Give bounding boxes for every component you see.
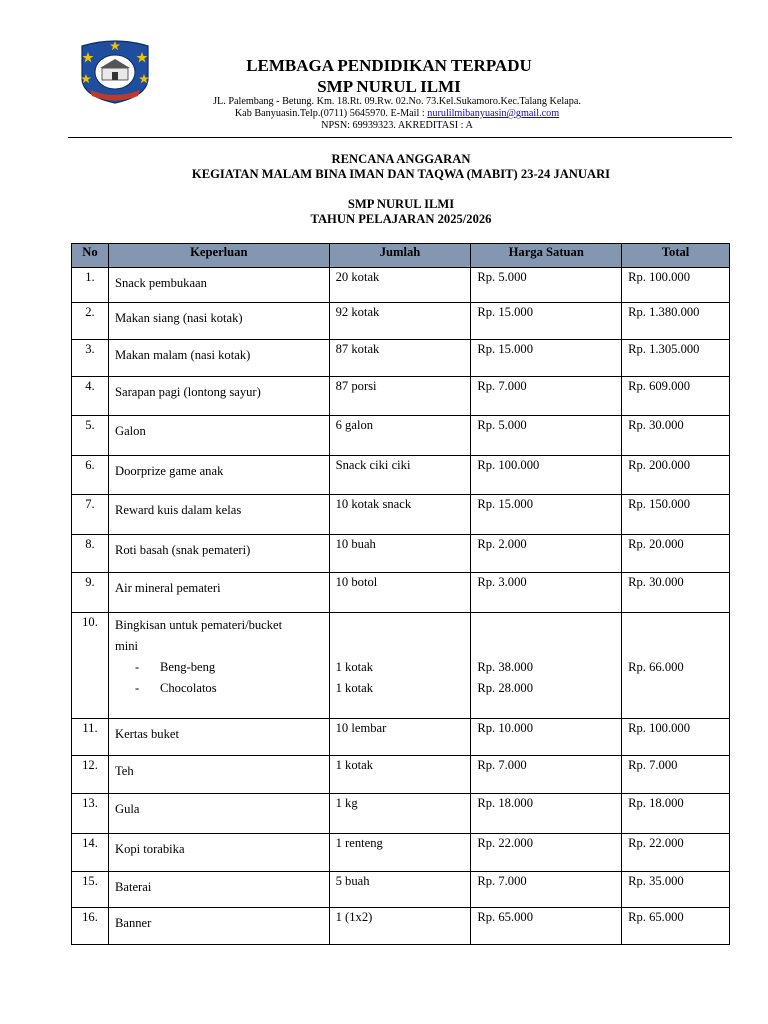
cell-no: 8.	[72, 535, 109, 573]
cell-no: 16.	[72, 908, 109, 945]
cell-keperluan	[108, 756, 329, 794]
cell-no: 9.	[72, 573, 109, 613]
cell-jumlah	[329, 613, 471, 719]
cell-harga-satuan: Rp. 3.000	[471, 573, 622, 613]
row10-sub-item-2	[115, 678, 323, 699]
school-name: SMP NURUL ILMI	[317, 77, 461, 96]
cell-keperluan-text: Banner	[114, 916, 152, 930]
cell-keperluan	[108, 340, 329, 377]
cell-keperluan	[108, 377, 329, 416]
table-row	[72, 377, 730, 416]
header-harga-satuan: Harga Satuan	[471, 244, 622, 268]
cell-jumlah: 6 galon	[329, 416, 471, 456]
cell-keperluan-text: Doorprize game anak	[114, 464, 224, 478]
cell-jumlah: 10 buah	[329, 535, 471, 573]
header-no: No	[72, 244, 109, 268]
address-line-3: NPSN: 69939323. AKREDITASI : A	[321, 120, 473, 131]
document-school: SMP NURUL ILMI	[347, 197, 455, 211]
cell-no: 5.	[72, 416, 109, 456]
address-line-1: JL. Palembang - Betung. Km. 18.Rt. 09.Rw. 02.No. 73.Kel.Sukamoro.Kec.Talang Kelapa.	[213, 96, 581, 107]
cell-jumlah: 1 kg	[329, 794, 471, 834]
cell-harga-satuan	[471, 613, 622, 719]
cell-total: Rp. 609.000	[622, 377, 730, 416]
cell-no: 3.	[72, 340, 109, 377]
table-row	[72, 872, 730, 908]
row10-sub-item-1	[115, 657, 323, 678]
table-row	[72, 268, 730, 303]
cell-harga-satuan: Rp. 7.000	[471, 756, 622, 794]
dash-bullet: -	[134, 660, 140, 674]
row10-sub-qty-1: 1 kotak	[335, 660, 374, 674]
budget-table	[71, 243, 730, 945]
table-body-top	[72, 268, 730, 613]
cell-jumlah: 1 renteng	[329, 834, 471, 872]
cell-total: Rp. 7.000	[622, 756, 730, 794]
table-row	[72, 535, 730, 573]
cell-keperluan-text: Snack pembukaan	[114, 276, 207, 290]
table-row	[72, 456, 730, 495]
cell-keperluan-text: Roti basah (snak pemateri)	[114, 543, 251, 557]
cell-no: 10.	[72, 613, 109, 719]
school-crest-icon	[74, 38, 156, 104]
cell-keperluan-text: Sarapan pagi (lontong sayur)	[114, 385, 261, 399]
cell-harga-satuan: Rp. 5.000	[471, 268, 622, 303]
cell-jumlah: 20 kotak	[329, 268, 471, 303]
cell-keperluan	[108, 268, 329, 303]
cell-harga-satuan: Rp. 2.000	[471, 535, 622, 573]
cell-no: 4.	[72, 377, 109, 416]
cell-no: 13.	[72, 794, 109, 834]
cell-jumlah: 87 kotak	[329, 340, 471, 377]
cell-harga-satuan: Rp. 15.000	[471, 495, 622, 535]
table-row	[72, 908, 730, 945]
cell-no: 6.	[72, 456, 109, 495]
cell-jumlah: 10 kotak snack	[329, 495, 471, 535]
cell-keperluan-text: Kopi torabika	[114, 842, 185, 856]
letterhead	[0, 0, 768, 140]
cell-jumlah: 5 buah	[329, 872, 471, 908]
table-row	[72, 756, 730, 794]
document-year: TAHUN PELAJARAN 2025/2026	[310, 212, 492, 226]
table-row	[72, 834, 730, 872]
cell-total: Rp. 18.000	[622, 794, 730, 834]
cell-total: Rp. 20.000	[622, 535, 730, 573]
document-subtitle: KEGIATAN MALAM BINA IMAN DAN TAQWA (MABIT) 23-24 JANUARI	[191, 167, 611, 181]
cell-total: Rp. 100.000	[622, 268, 730, 303]
row10-desc-line1: Bingkisan untuk pemateri/bucket	[114, 618, 283, 632]
cell-keperluan-text: Reward kuis dalam kelas	[114, 503, 242, 517]
cell-keperluan	[108, 908, 329, 945]
row10-sub-price-2: Rp. 28.000	[477, 681, 533, 695]
letterhead-divider	[68, 137, 732, 138]
cell-jumlah: Snack ciki ciki	[329, 456, 471, 495]
table-body-row10	[72, 613, 730, 719]
cell-keperluan	[108, 719, 329, 756]
header-keperluan: Keperluan	[108, 244, 329, 268]
cell-total: Rp. 100.000	[622, 719, 730, 756]
document-title: RENCANA ANGGARAN	[331, 152, 471, 166]
cell-total	[622, 613, 730, 719]
cell-harga-satuan: Rp. 15.000	[471, 303, 622, 340]
cell-keperluan	[108, 495, 329, 535]
cell-jumlah: 10 botol	[329, 573, 471, 613]
cell-keperluan	[108, 573, 329, 613]
table-header-row	[72, 244, 730, 268]
cell-keperluan	[108, 303, 329, 340]
cell-keperluan-text: Air mineral pemateri	[114, 581, 221, 595]
cell-total: Rp. 35.000	[622, 872, 730, 908]
table-body-bottom	[72, 719, 730, 945]
cell-keperluan-text: Teh	[114, 764, 134, 778]
cell-no: 7.	[72, 495, 109, 535]
cell-harga-satuan: Rp. 100.000	[471, 456, 622, 495]
cell-harga-satuan: Rp. 65.000	[471, 908, 622, 945]
cell-no: 2.	[72, 303, 109, 340]
cell-harga-satuan: Rp. 10.000	[471, 719, 622, 756]
cell-total: Rp. 1.305.000	[622, 340, 730, 377]
cell-harga-satuan: Rp. 5.000	[471, 416, 622, 456]
row10-total: Rp. 66.000	[628, 660, 684, 674]
cell-no: 14.	[72, 834, 109, 872]
cell-total: Rp. 30.000	[622, 573, 730, 613]
table-row	[72, 794, 730, 834]
cell-no: 1.	[72, 268, 109, 303]
cell-harga-satuan: Rp. 7.000	[471, 872, 622, 908]
cell-jumlah: 1 (1x2)	[329, 908, 471, 945]
cell-total: Rp. 65.000	[622, 908, 730, 945]
cell-keperluan	[108, 794, 329, 834]
cell-no: 15.	[72, 872, 109, 908]
cell-total: Rp. 150.000	[622, 495, 730, 535]
table-row	[72, 719, 730, 756]
header-total: Total	[622, 244, 730, 268]
cell-jumlah: 1 kotak	[329, 756, 471, 794]
header-jumlah: Jumlah	[329, 244, 471, 268]
cell-keperluan-text: Baterai	[114, 880, 152, 894]
table-row	[72, 303, 730, 340]
cell-no: 12.	[72, 756, 109, 794]
table-row	[72, 340, 730, 377]
row10-sub-price-1: Rp. 38.000	[477, 660, 533, 674]
cell-keperluan	[108, 834, 329, 872]
cell-jumlah: 87 porsi	[329, 377, 471, 416]
cell-jumlah: 10 lembar	[329, 719, 471, 756]
cell-no: 11.	[72, 719, 109, 756]
address-line-2	[160, 108, 634, 120]
table-row	[72, 573, 730, 613]
email-link[interactable]: nurulilmibanyuasin@gmail.com	[427, 108, 560, 119]
cell-jumlah: 92 kotak	[329, 303, 471, 340]
address-line-2-prefix: Kab Banyuasin.Telp.(0711) 5645970. E-Mail :	[234, 108, 428, 119]
table-row	[72, 416, 730, 456]
cell-total: Rp. 30.000	[622, 416, 730, 456]
row10-sub-desc-1: Beng-beng	[159, 660, 216, 674]
cell-keperluan-text: Makan siang (nasi kotak)	[114, 311, 243, 325]
cell-keperluan	[108, 456, 329, 495]
row10-sub-qty-2: 1 kotak	[335, 681, 374, 695]
cell-keperluan	[108, 535, 329, 573]
cell-keperluan-text: Galon	[114, 424, 146, 438]
cell-total: Rp. 200.000	[622, 456, 730, 495]
cell-keperluan	[108, 416, 329, 456]
cell-keperluan-text: Kertas buket	[114, 727, 179, 741]
cell-keperluan-text: Makan malam (nasi kotak)	[114, 348, 251, 362]
cell-total: Rp. 1.380.000	[622, 303, 730, 340]
cell-harga-satuan: Rp. 7.000	[471, 377, 622, 416]
cell-keperluan	[108, 613, 329, 719]
cell-total: Rp. 22.000	[622, 834, 730, 872]
cell-harga-satuan: Rp. 15.000	[471, 340, 622, 377]
table-row	[72, 495, 730, 535]
row10-desc-line2: mini	[114, 639, 139, 653]
table-row	[72, 613, 730, 719]
cell-harga-satuan: Rp. 18.000	[471, 794, 622, 834]
cell-harga-satuan: Rp. 22.000	[471, 834, 622, 872]
row10-sub-desc-2: Chocolatos	[159, 681, 217, 695]
dash-bullet: -	[134, 681, 140, 695]
institution-name: LEMBAGA PENDIDIKAN TERPADU	[246, 56, 532, 75]
cell-keperluan	[108, 872, 329, 908]
cell-keperluan-text: Gula	[114, 802, 140, 816]
